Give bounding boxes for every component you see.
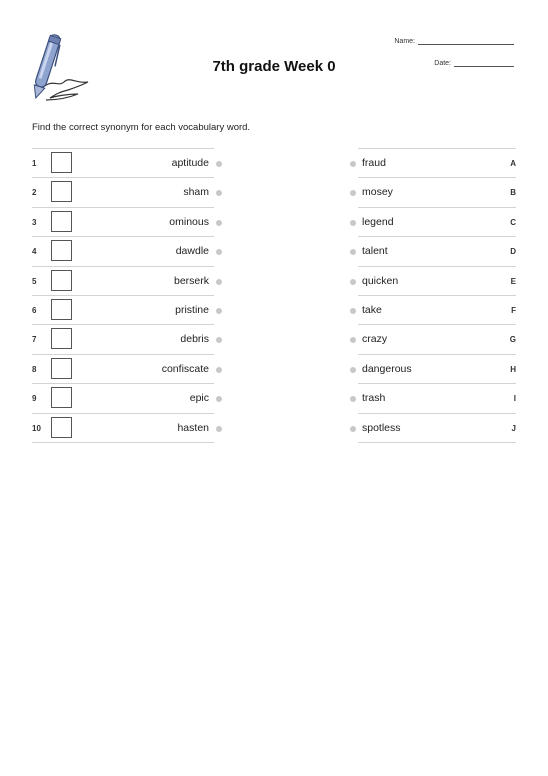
synonym-word: trash xyxy=(362,392,386,405)
synonym-row xyxy=(358,148,516,178)
match-dot[interactable] xyxy=(350,249,356,255)
date-line[interactable] xyxy=(454,59,514,67)
synonym-row xyxy=(358,325,516,354)
vocab-row xyxy=(32,237,214,266)
item-number: 7 xyxy=(32,335,37,345)
option-letter: C xyxy=(510,217,516,227)
synonym-word: dangerous xyxy=(362,362,412,375)
match-dot[interactable] xyxy=(350,220,356,226)
item-number: 2 xyxy=(32,188,37,198)
item-number: 4 xyxy=(32,247,37,257)
name-field[interactable] xyxy=(394,37,514,45)
date-field[interactable] xyxy=(434,59,514,67)
answer-box[interactable] xyxy=(51,181,72,202)
name-label: Name: xyxy=(394,38,415,45)
match-dot[interactable] xyxy=(350,337,356,343)
vocab-word: ominous xyxy=(169,215,209,228)
synonym-row xyxy=(358,414,516,443)
option-letter: G xyxy=(509,335,516,345)
synonym-word: talent xyxy=(362,245,388,258)
answer-box[interactable] xyxy=(51,328,72,349)
match-dot[interactable] xyxy=(350,426,356,432)
synonym-row xyxy=(358,296,516,325)
option-letter: A xyxy=(510,159,516,168)
vocab-row xyxy=(32,148,214,178)
vocab-word: dawdle xyxy=(175,245,209,258)
instructions: Find the correct synonym for each vocabulary word. xyxy=(32,122,251,133)
vocab-word: pristine xyxy=(175,303,209,316)
option-letter: F xyxy=(511,305,516,315)
vocab-word: berserk xyxy=(173,274,209,287)
synonym-row xyxy=(358,237,516,266)
answer-box[interactable] xyxy=(51,152,72,173)
option-letter: E xyxy=(510,276,516,286)
vocab-word: confiscate xyxy=(161,362,209,375)
synonym-word: mosey xyxy=(362,186,393,199)
vocab-word: epic xyxy=(189,392,209,405)
answer-box[interactable] xyxy=(51,387,72,408)
match-dot[interactable] xyxy=(350,367,356,373)
answer-box[interactable] xyxy=(51,299,72,320)
synonym-word: spotless xyxy=(362,421,401,434)
option-letter: H xyxy=(510,364,516,374)
match-dot[interactable] xyxy=(350,161,356,167)
option-letter: J xyxy=(511,423,516,433)
vocab-row xyxy=(32,296,214,325)
match-dot[interactable] xyxy=(350,190,356,196)
synonym-word: legend xyxy=(362,215,394,228)
vocab-row xyxy=(32,267,214,296)
vocab-row xyxy=(32,384,214,413)
synonym-word: take xyxy=(362,303,382,316)
vocab-row xyxy=(32,325,214,354)
match-dot[interactable] xyxy=(216,426,222,432)
match-dot[interactable] xyxy=(350,396,356,402)
synonym-row xyxy=(358,355,516,384)
worksheet-title: 7th grade Week 0 xyxy=(212,58,336,75)
answer-box[interactable] xyxy=(51,240,72,261)
synonym-row xyxy=(358,384,516,413)
match-dot[interactable] xyxy=(216,190,222,196)
item-number: 6 xyxy=(32,305,37,315)
vocab-row xyxy=(32,414,214,443)
match-dot[interactable] xyxy=(350,279,356,285)
answer-box[interactable] xyxy=(51,358,72,379)
item-number: 8 xyxy=(32,364,37,374)
item-number: 1 xyxy=(32,159,37,168)
synonym-word: fraud xyxy=(362,157,386,169)
answer-box[interactable] xyxy=(51,211,72,232)
synonym-row xyxy=(358,208,516,237)
name-line[interactable] xyxy=(418,37,514,45)
synonym-word: crazy xyxy=(362,333,388,346)
match-dot[interactable] xyxy=(216,279,222,285)
option-letter: D xyxy=(510,247,516,257)
match-dot[interactable] xyxy=(350,308,356,314)
vocab-row xyxy=(32,208,214,237)
date-label: Date: xyxy=(434,60,451,67)
synonym-row xyxy=(358,267,516,296)
match-dot[interactable] xyxy=(216,396,222,402)
vocab-word: aptitude xyxy=(171,157,209,169)
vocabulary-list xyxy=(32,148,214,443)
answer-box[interactable] xyxy=(51,270,72,291)
vocab-word: hasten xyxy=(177,421,209,434)
match-dot[interactable] xyxy=(216,367,222,373)
answer-box[interactable] xyxy=(51,417,72,438)
synonym-word: quicken xyxy=(362,274,399,287)
synonym-list xyxy=(358,148,516,443)
vocab-word: sham xyxy=(183,186,209,199)
item-number: 5 xyxy=(32,276,37,286)
item-number: 10 xyxy=(32,423,41,433)
match-dot[interactable] xyxy=(216,220,222,226)
option-letter: B xyxy=(510,188,516,198)
match-dot[interactable] xyxy=(216,161,222,167)
synonym-row xyxy=(358,178,516,207)
vocab-row xyxy=(32,355,214,384)
match-dot[interactable] xyxy=(216,337,222,343)
vocab-word: debris xyxy=(180,333,209,346)
item-number: 3 xyxy=(32,217,37,227)
vocab-row xyxy=(32,178,214,207)
item-number: 9 xyxy=(32,394,37,404)
match-dot[interactable] xyxy=(216,308,222,314)
option-letter: I xyxy=(513,394,516,404)
match-dot[interactable] xyxy=(216,249,222,255)
